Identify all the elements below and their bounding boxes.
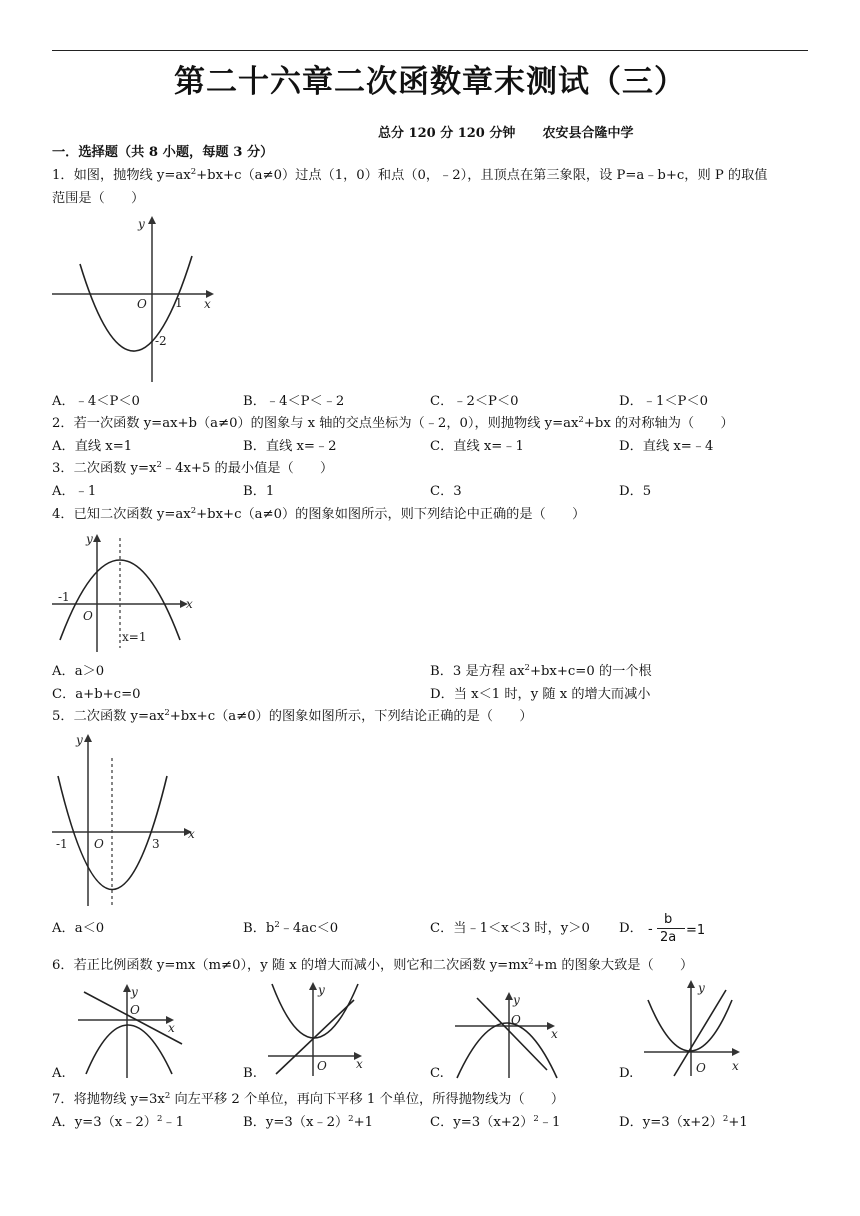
q2-option-b[interactable]: B．直线 x=﹣2 xyxy=(243,439,337,454)
q6-option-c[interactable]: C. xyxy=(430,1066,444,1081)
origin-label: O xyxy=(696,1061,706,1075)
question-2-text: 2．若一次函数 y=ax+b（a≠0）的图象与 x 轴的交点坐标为（﹣2，0），则抛物线 $y=ax^2+bx$ 的对称轴为（ ） xyxy=(52,415,734,431)
q4-option-d[interactable]: D．当 x＜1 时，y 随 x 的增大而减小 xyxy=(430,687,651,702)
q7-option-d[interactable]: D．$y=3(x+2)^2+1$ xyxy=(619,1114,748,1130)
axis-x-label: x xyxy=(356,1057,363,1071)
question-4-graph xyxy=(52,528,197,652)
q3-option-b[interactable]: B．1 xyxy=(243,484,275,499)
point-1-label: 1 xyxy=(175,296,183,310)
axis-y-label: y xyxy=(138,217,145,231)
q4-option-b[interactable]: B．3 是方程 $ax^2+bx+c=0$ 的一个根 xyxy=(430,663,652,679)
question-5-text: 5．二次函数 $y=ax^2+bx+c(a\ne 0)$的图象如图所示，下列结论正确的是（ ） xyxy=(52,708,533,724)
axis-y-label: y xyxy=(513,993,520,1007)
question-1-graph xyxy=(52,212,222,384)
subtitle: 总分 120 分 120 分钟 农安县合隆中学 xyxy=(378,126,634,141)
axis-x-label: x xyxy=(186,597,193,611)
axis-x-label: x xyxy=(551,1027,558,1041)
q7-option-b[interactable]: B．y=3（x﹣2）$^2$+1 xyxy=(243,1114,374,1130)
origin-label: O xyxy=(511,1013,521,1027)
q1-option-c[interactable]: C．﹣2＜P＜0 xyxy=(430,394,519,409)
q6-option-a[interactable]: A. xyxy=(52,1066,66,1081)
question-7-text: 7．将抛物线 $y=3x^2$ 向左平移 2 个单位，再向下平移 1 个单位，所得抛物线为（ ） xyxy=(52,1091,565,1107)
q1-option-d[interactable]: D．﹣1＜P＜0 xyxy=(619,394,708,409)
q2-option-c[interactable]: C．直线 x=﹣1 xyxy=(430,439,524,454)
q5-option-c[interactable]: C．当﹣1＜x＜3 时，y＞0 xyxy=(430,921,590,936)
axis-x-label: x xyxy=(168,1021,175,1035)
point-m1-label: -1 xyxy=(56,837,68,851)
q2-option-d[interactable]: D．直线 x=﹣4 xyxy=(619,439,714,454)
q4-option-a[interactable]: A．a＞0 xyxy=(52,664,105,679)
q5-option-b[interactable]: B．$b^2﹣4ac<0$ xyxy=(243,920,339,936)
question-6-graph-b xyxy=(266,980,376,1078)
q1-option-b[interactable]: B．﹣4＜P＜﹣2 xyxy=(243,394,345,409)
q7-option-c[interactable]: C．$y=3(x+2)^2﹣1$ xyxy=(430,1114,561,1130)
point-3-label: 3 xyxy=(152,837,160,851)
axis-x-label: x xyxy=(188,827,195,841)
page-title: 第二十六章二次函数章末测试（三） xyxy=(174,64,686,100)
symmetry-axis-label: x=1 xyxy=(122,630,147,644)
q5-option-d[interactable]: D． xyxy=(619,921,643,936)
question-3-text: 3．二次函数 $y=x^2﹣4x+5$ 的最小值是（ ） xyxy=(52,460,334,476)
origin-label: O xyxy=(317,1059,327,1073)
origin-label: O xyxy=(130,1003,140,1017)
question-6-graph-d xyxy=(644,978,748,1078)
question-1-text-line2: 范围是（ ） xyxy=(52,191,145,206)
axis-x-label: x xyxy=(732,1059,739,1073)
axis-y-label: y xyxy=(76,733,83,747)
axis-y-label: y xyxy=(698,981,705,995)
point-m2-label: -2 xyxy=(155,334,167,348)
q7-option-a[interactable]: A．y=3（x﹣2）$^2$﹣1 xyxy=(52,1114,184,1130)
q2-option-a[interactable]: A．直线 x=1 xyxy=(52,439,133,454)
axis-y-label: y xyxy=(318,983,325,997)
axis-y-label: y xyxy=(131,985,138,999)
q5-option-a[interactable]: A．a＜0 xyxy=(52,921,105,936)
axis-x-label: x xyxy=(204,297,211,311)
q1-option-a[interactable]: A．﹣4＜P＜0 xyxy=(52,394,140,409)
q4-option-c[interactable]: C．a+b+c=0 xyxy=(52,687,141,702)
origin-label: O xyxy=(83,609,93,623)
question-6-graph-c xyxy=(455,990,565,1080)
q3-option-d[interactable]: D．5 xyxy=(619,484,652,499)
question-5-graph xyxy=(52,728,200,910)
origin-label: O xyxy=(94,837,104,851)
header-rule xyxy=(52,50,808,51)
origin-label: O xyxy=(137,297,147,311)
question-6-graph-a xyxy=(78,982,188,1078)
question-1-text: 1．如图，抛物线 $y=ax^2+bx+c(a\ne 0)$过点（1，0）和点（0，﹣2），且顶点在第三象限，设 P=a﹣b+c，则 P 的取值 xyxy=(52,167,768,183)
point-m1-label: -1 xyxy=(58,590,70,604)
q6-option-b[interactable]: B. xyxy=(243,1066,257,1081)
q3-option-c[interactable]: C．3 xyxy=(430,484,462,499)
question-6-text: 6．若正比例函数 y=mx（m≠0），y 随 x 的增大而减小，则它和二次函数 $y=mx^2+m$ 的图象大致是（ ） xyxy=(52,957,694,973)
question-4-text: 4．已知二次函数 $y=ax^2+bx+c(a\ne 0)$的图象如图所示，则下列结论中正确的是（ ） xyxy=(52,506,586,522)
section-heading: 一．选择题（共 8 小题，每题 3 分） xyxy=(52,145,274,160)
axis-y-label: y xyxy=(86,532,93,546)
q3-option-a[interactable]: A．﹣1 xyxy=(52,484,97,499)
q6-option-d[interactable]: D. xyxy=(619,1066,634,1081)
